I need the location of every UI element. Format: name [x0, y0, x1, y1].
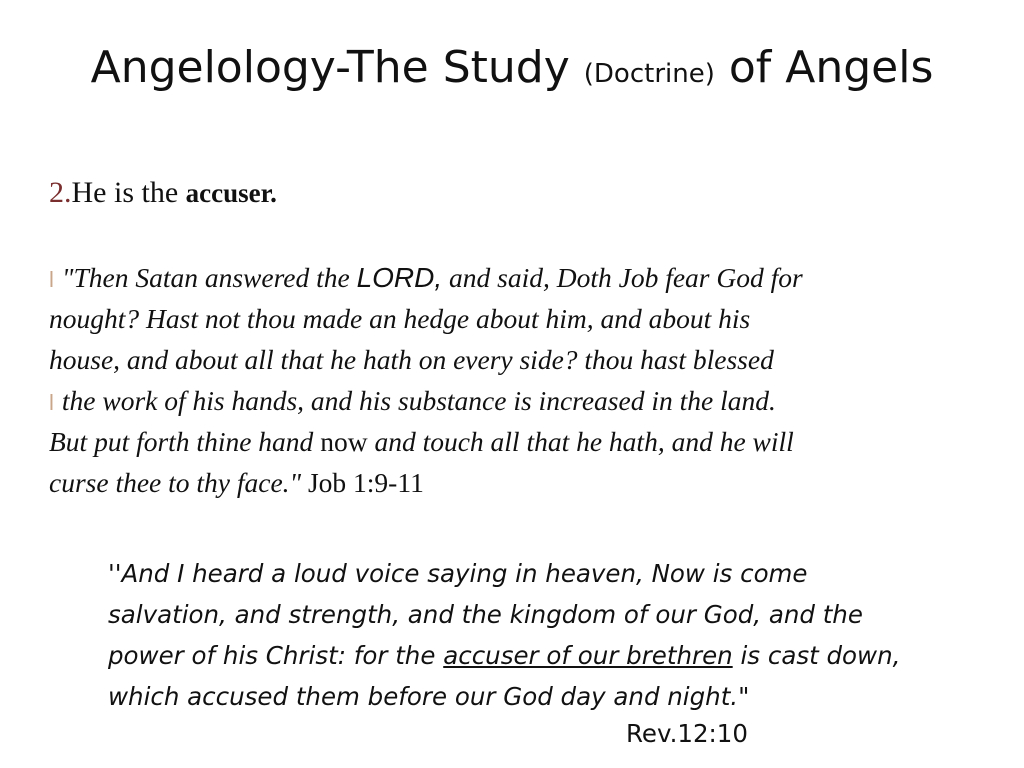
job-line-4: [49, 380, 776, 421]
rev-line3-underlined: accuser of our brethren: [443, 641, 733, 670]
slide-title: [0, 38, 1024, 104]
job-reference: Job 1:9-11: [307, 467, 424, 498]
job-line-6: [49, 462, 424, 503]
title-main: Angelology-The Study: [90, 42, 570, 93]
rev-line-4: which accused them before our God day and night.": [108, 682, 750, 711]
job-line1-c: and said, Doth Job fear God for: [449, 262, 803, 293]
job-line-1: [49, 257, 803, 298]
bullet-icon: l: [49, 267, 54, 292]
rev-line3-b: is cast down,: [740, 641, 901, 670]
title-tail: of Angels: [728, 42, 934, 93]
job-line-2: nought? Hast not thou made an hedge about him, and about his: [49, 303, 751, 334]
job-line-3: house, and about all that he hath on every side? thou hast blessed: [49, 344, 774, 375]
rev-reference: Rev.12:10: [626, 719, 748, 748]
rev-line-1: ''And I heard a loud voice saying in heaven, Now is come: [108, 559, 808, 588]
rev-line-2: salvation, and strength, and the kingdom of our God, and the: [108, 600, 863, 629]
point-number: 2.: [49, 176, 72, 209]
job-line5-now: now: [320, 426, 368, 457]
job-line-5: [49, 421, 794, 462]
rev-line-3: [108, 635, 900, 676]
job-line5-c: and touch all that he hath, and he will: [374, 426, 794, 457]
job-line6-a: curse thee to thy face.": [49, 467, 302, 498]
job-line1-lord: LORD,: [356, 262, 443, 293]
rev-line3-a: power of his Christ: for the: [108, 641, 436, 670]
job-line4-text: the work of his hands, and his substance is increased in the land.: [61, 385, 776, 416]
job-line1-a: "Then Satan answered the: [61, 262, 350, 293]
point-text: He is the: [71, 176, 179, 209]
bullet-icon: l: [49, 390, 54, 415]
title-paren: (Doctrine): [583, 59, 715, 89]
job-line5-a: But put forth thine hand: [49, 426, 314, 457]
point-bold: accuser.: [185, 178, 277, 208]
point-heading: [49, 173, 277, 213]
